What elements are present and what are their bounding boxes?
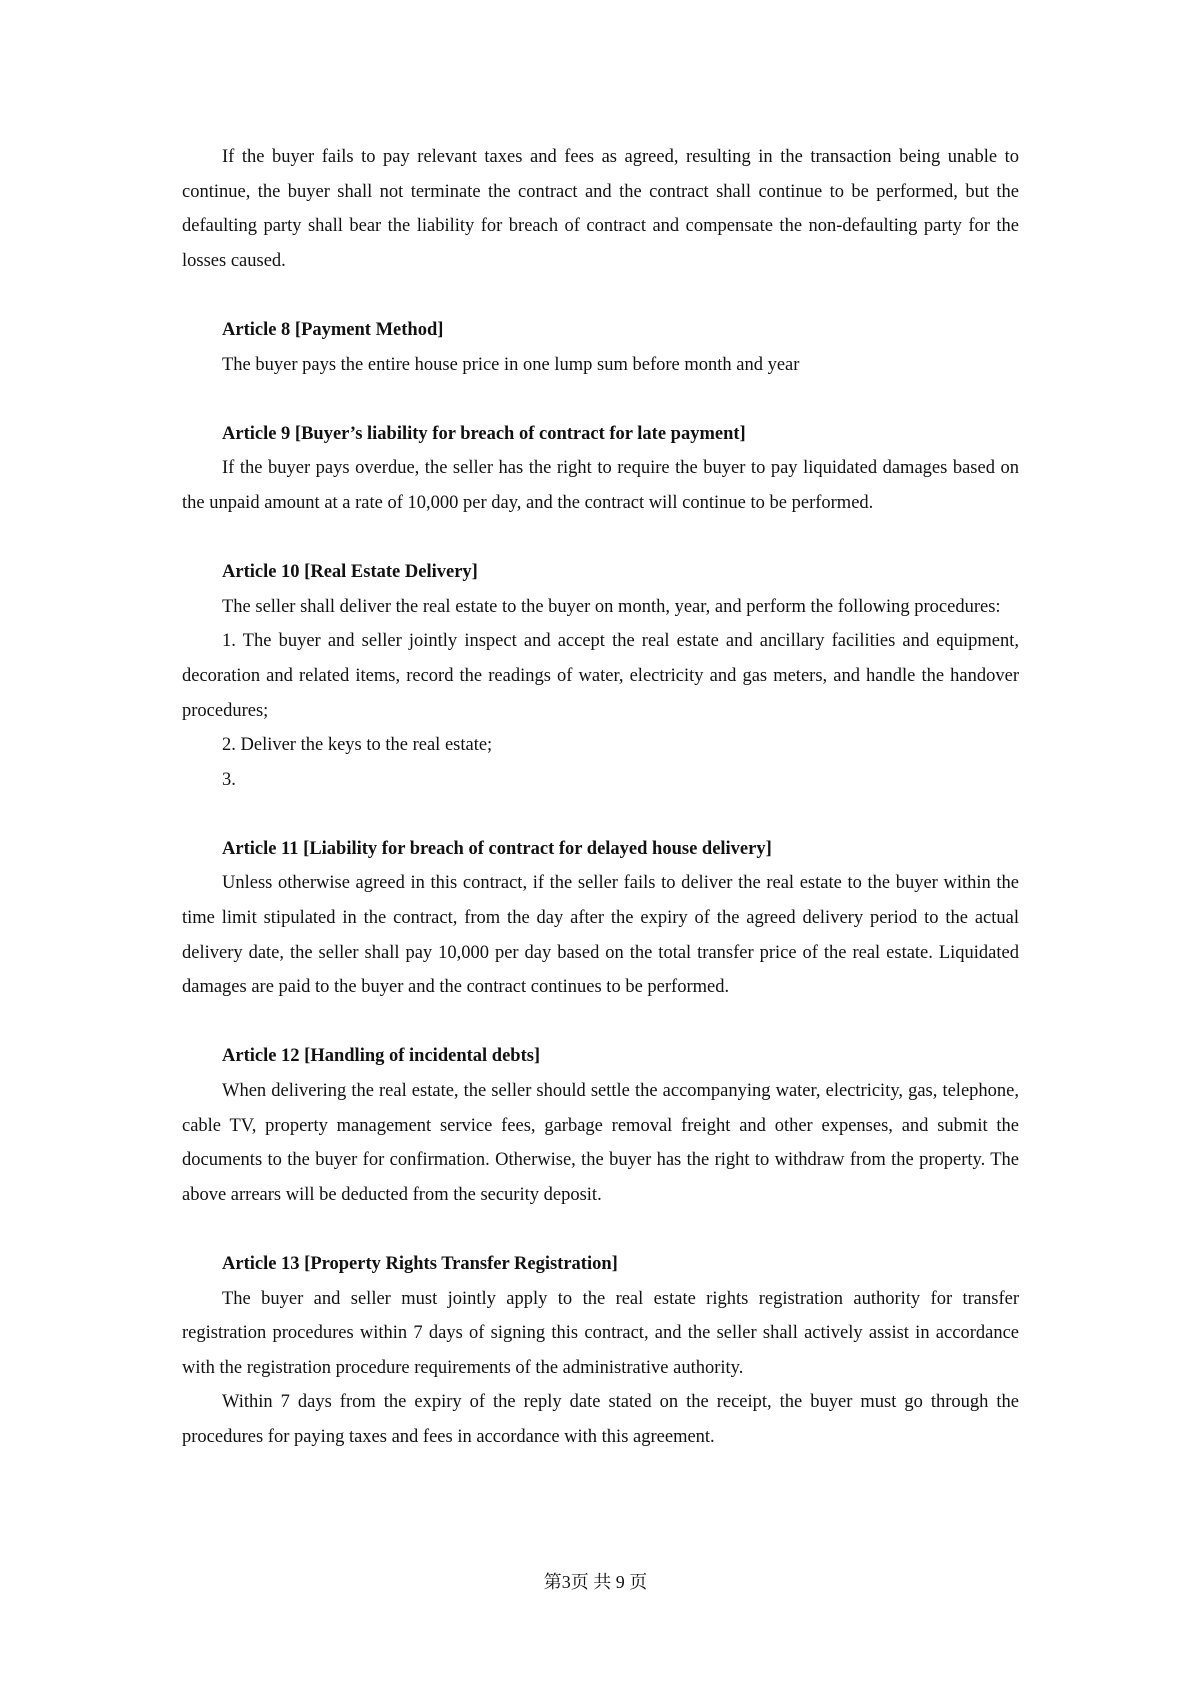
article-9 [182, 417, 1019, 521]
article-heading: Article 13 [Property Rights Transfer Registration] [222, 1254, 618, 1274]
article-13 [182, 1247, 1019, 1455]
article-8 [182, 313, 1019, 382]
article-paragraph: The seller shall deliver the real estate to the buyer on month, year, and perform the following procedures: [222, 596, 1001, 617]
article-paragraph: When delivering the real estate, the seller should settle the accompanying water, electricity, gas, telephone, cable TV, property management service fees, garbage removal freight and other expenses, and submit the documents to the buyer for confirmation. Otherwise, the buyer has the right to withdraw from the property. The above arrears will be deducted from the security deposit. [182, 1081, 1019, 1205]
article-heading: Article 8 [Payment Method] [222, 319, 444, 340]
article-12 [182, 1039, 1019, 1212]
list-item: 2. Deliver the keys to the real estate; [222, 735, 493, 756]
intro-paragraph: If the buyer fails to pay relevant taxes and fees as agreed, resulting in the transaction being unable to continue, the buyer shall not terminate the contract and the contract shall continue to be performed, but the defaulting party shall bear the liability for breach of contract and compensate the non-defaulting party for the losses caused. [182, 147, 1019, 271]
article-paragraph: If the buyer pays overdue, the seller has the right to require the buyer to pay liquidated damages based on the unpaid amount at a rate of 10,000 per day, and the contract will continue to be performed. [182, 458, 1019, 513]
article-paragraph: The buyer and seller must jointly apply to the real estate rights registration authority for transfer registration procedures within 7 days of signing this contract, and the seller shall actively assist in accordance with the registration procedure requirements of the administrative authority. [182, 1288, 1019, 1378]
article-11 [182, 832, 1019, 1005]
list-item: 1. The buyer and seller jointly inspect and accept the real estate and ancillary facilities and equipment, decoration and related items, record the readings of water, electricity and gas meters, and handle the handover procedures; [182, 631, 1019, 721]
article-heading: Article 10 [Real Estate Delivery] [222, 562, 478, 583]
article-heading: Article 9 [Buyer’s liability for breach of contract for late payment] [222, 423, 746, 444]
article-heading: Article 11 [Liability for breach of contract for delayed house delivery] [222, 838, 772, 859]
document-body [182, 140, 1019, 1455]
page-number-footer: 第3页 共 9 页 [543, 1572, 648, 1592]
article-heading: Article 12 [Handling of incidental debts] [222, 1046, 541, 1067]
article-10 [182, 555, 1019, 797]
list-item: 3. [222, 769, 236, 790]
article-paragraph: Within 7 days from the expiry of the reply date stated on the receipt, the buyer must go through the procedures for paying taxes and fees in accordance with this agreement. [182, 1392, 1019, 1447]
article-paragraph: The buyer pays the entire house price in one lump sum before month and year [222, 354, 800, 375]
article-paragraph: Unless otherwise agreed in this contract, if the seller fails to deliver the real estate to the buyer within the time limit stipulated in the contract, from the day after the expiry of the agreed delivery period to the actual delivery date, the seller shall pay 10,000 per day based on the total transfer price of the real estate. Liquidated damages are paid to the buyer and the contract continues to be performed. [182, 873, 1019, 998]
